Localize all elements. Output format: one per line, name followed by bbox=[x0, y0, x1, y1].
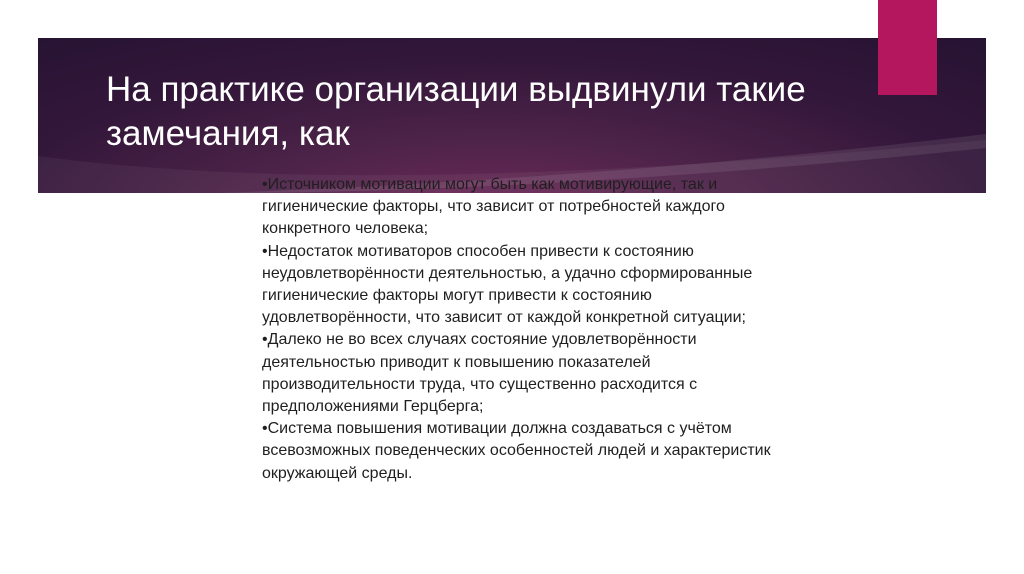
bullet-list bbox=[262, 174, 782, 485]
bullet-item: •Система повышения мотивации должна создаваться с учётом всевозможных поведенческих особенностей людей и характеристик окружающей среды. bbox=[262, 420, 771, 482]
bullet-item: •Далеко не во всех случаях состояние удовлетворённости деятельностью приводит к повышению показателей производительности труда, что существенно расходится с предположениями Герцберга; bbox=[262, 331, 698, 416]
accent-bar bbox=[878, 0, 937, 95]
bullet-item: •Недостаток мотиваторов способен привести к состоянию неудовлетворённости деятельностью, а удачно сформированные гигиенические факторы могут привести к состоянию удовлетворённости, что зависит от каждой конкретной ситуации; bbox=[262, 242, 753, 327]
bullet-item: •Источником мотивации могут быть как мотивирующие, так и гигиенические факторы, что зависит от потребностей каждого конкретного человека; bbox=[262, 176, 725, 238]
slide-title: На практике организации выдвинули такие замечания, как bbox=[106, 70, 806, 153]
